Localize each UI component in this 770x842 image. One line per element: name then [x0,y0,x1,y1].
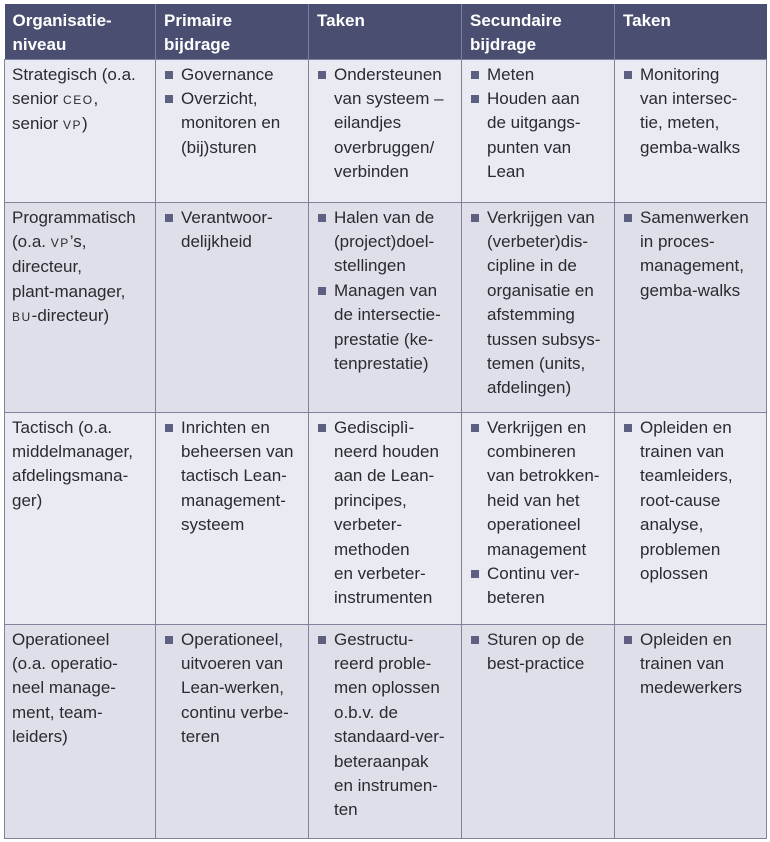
list-item: Meten [469,63,610,87]
table-row [5,412,767,624]
lean-roles-table [4,4,767,839]
list-item: Verantwoor- delijkheid [163,206,304,255]
secondary-tasks-cell [615,412,767,624]
secondary-tasks-cell [615,624,767,838]
primary-contribution-cell [156,624,309,838]
list-item: Verkrijgen en combineren van betrokken- heid van het operationeel management [469,416,610,562]
list-item: Opleiden en trainen van medewerkers [622,628,762,701]
primary-tasks-cell [309,412,462,624]
list-item: Monitoring van intersec- tie, meten, gemba-walks [622,63,762,161]
primary-tasks-cell [309,59,462,202]
list-item: Gestructu- reerd proble- men oplossen o.b.v. de standaard-ver- beteraanpak en instrumen- ten [316,628,457,823]
secondary-tasks-cell [615,59,767,202]
table-row [5,624,767,838]
secondary-contribution-cell [462,624,615,838]
list-item: Sturen op de best-practice [469,628,610,677]
list-item: Governance [163,63,304,87]
primary-contribution-cell [156,202,309,412]
secondary-contribution-cell [462,412,615,624]
primary-tasks-cell [309,202,462,412]
level-cell: Tactisch (o.a. middelmanager, afdelingsmana- ger) [5,412,156,624]
secondary-tasks-cell [615,202,767,412]
list-item: Opleiden en trainen van teamleiders, root-cause analyse, problemen oplossen [622,416,762,587]
header-taken-primair: Taken [309,4,462,59]
list-item: Continu ver- beteren [469,562,610,611]
secondary-contribution-cell [462,202,615,412]
list-item: Managen van de intersectie- prestatie (ke- tenprestatie) [316,279,457,377]
header-primaire-bijdrage: Primaire bijdrage [156,4,309,59]
primary-tasks-cell [309,624,462,838]
level-cell: Strategisch (o.a. senior CEO, senior VP) [5,59,156,202]
header-row [5,4,767,59]
primary-contribution-cell [156,59,309,202]
secondary-contribution-cell [462,59,615,202]
header-secundaire-bijdrage: Secundaire bijdrage [462,4,615,59]
primary-contribution-cell [156,412,309,624]
header-organisatieniveau: Organisatie- niveau [5,4,156,59]
level-cell: Programmatisch (o.a. VP’s, directeur, plant-manager, BU-directeur) [5,202,156,412]
list-item: Operationeel, uitvoeren van Lean-werken, continu verbe- teren [163,628,304,750]
list-item: Overzicht, monitoren en (bij)sturen [163,87,304,160]
table-row [5,202,767,412]
list-item: Gedisciplì- neerd houden aan de Lean- principes, verbeter- methoden en verbeter- instrumenten [316,416,457,611]
header-taken-secundair: Taken [615,4,767,59]
list-item: Verkrijgen van (verbeter)dis- cipline in de organisatie en afstemming tussen subsys- temen (units, afdelingen) [469,206,610,401]
list-item: Houden aan de uitgangs- punten van Lean [469,87,610,185]
level-cell: Operationeel (o.a. operatio- neel manage- ment, team- leiders) [5,624,156,838]
list-item: Samenwerken in proces- management, gemba-walks [622,206,762,304]
table-row [5,59,767,202]
list-item: Inrichten en beheersen van tactisch Lean- management- systeem [163,416,304,538]
list-item: Ondersteunen van systeem – eilandjes overbruggen/ verbinden [316,63,457,185]
list-item: Halen van de (project)doel- stellingen [316,206,457,279]
